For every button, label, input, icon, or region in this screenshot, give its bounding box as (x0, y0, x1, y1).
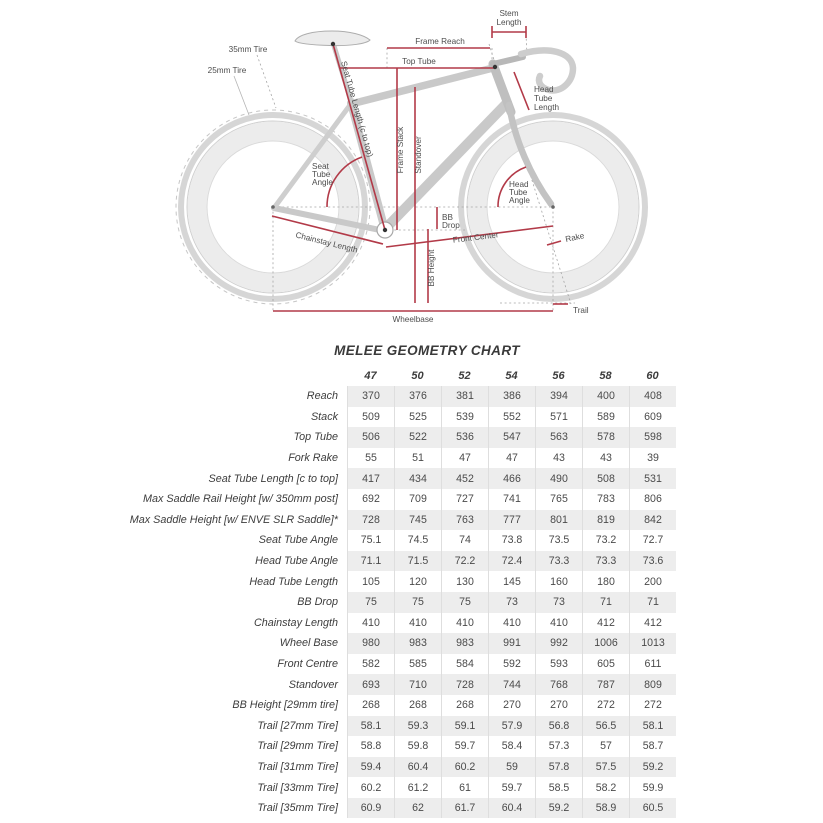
value-cell: 692 (347, 489, 394, 510)
value-cell: 75 (441, 592, 488, 613)
table-row (107, 716, 676, 737)
size-header-60: 60 (646, 370, 659, 382)
frame-reach-label: Frame Reach (415, 37, 465, 46)
value-cell: 783 (582, 489, 629, 510)
table-row (107, 695, 676, 716)
value-cell: 1013 (629, 633, 676, 654)
value-cell: 71 (582, 592, 629, 613)
size-header-spacer (107, 366, 347, 386)
seat-tube-angle-label-1: Seat (312, 162, 329, 171)
value-cell: 39 (629, 448, 676, 469)
value-cell: 73.6 (629, 551, 676, 572)
value-cell: 410 (441, 613, 488, 634)
value-cell: 598 (629, 427, 676, 448)
row-label: BB Drop (297, 596, 338, 609)
value-cell: 57.5 (582, 757, 629, 778)
chainstay-length-label: Chainstay Length (294, 230, 359, 255)
value-cell: 727 (441, 489, 488, 510)
value-cell: 62 (394, 798, 441, 819)
size-header-47: 47 (364, 370, 377, 382)
value-cell: 536 (441, 427, 488, 448)
value-cell: 980 (347, 633, 394, 654)
value-cell: 270 (535, 695, 582, 716)
table-row (107, 777, 676, 798)
table-row (107, 510, 676, 531)
value-cell: 552 (488, 407, 535, 428)
value-cell: 160 (535, 571, 582, 592)
size-header-56: 56 (552, 370, 565, 382)
value-cell: 73 (488, 592, 535, 613)
row-label: Trail [27mm Tire] (257, 719, 338, 732)
row-label: Head Tube Angle (255, 555, 338, 568)
value-cell: 585 (394, 654, 441, 675)
value-cell: 819 (582, 510, 629, 531)
value-cell: 200 (629, 571, 676, 592)
page-title: MELEE GEOMETRY CHART (334, 343, 520, 358)
row-label: BB Height [29mm tire] (232, 699, 338, 712)
trail-label: Trail (573, 306, 589, 315)
value-cell: 272 (629, 695, 676, 716)
value-cell: 609 (629, 407, 676, 428)
bb-height-label: BB Height (427, 249, 436, 287)
table-row (107, 613, 676, 634)
rake-label: Rake (564, 231, 586, 244)
value-cell: 73.2 (582, 530, 629, 551)
value-cell: 55 (347, 448, 394, 469)
size-header-52: 52 (458, 370, 471, 382)
table-row (107, 654, 676, 675)
value-cell: 744 (488, 674, 535, 695)
row-label: Trail [29mm Tire] (257, 740, 338, 753)
value-cell: 72.7 (629, 530, 676, 551)
row-label: Trail [35mm Tire] (257, 802, 338, 815)
seat-tube-angle-label-3: Angle (312, 178, 333, 187)
value-cell: 71 (629, 592, 676, 613)
top-tube-label: Top Tube (402, 57, 436, 66)
value-cell: 765 (535, 489, 582, 510)
table-row (107, 489, 676, 510)
row-label: Stack (310, 410, 338, 423)
value-cell: 410 (394, 613, 441, 634)
value-cell: 60.2 (347, 777, 394, 798)
row-label: Top Tube (293, 431, 338, 444)
value-cell: 74.5 (394, 530, 441, 551)
value-cell: 43 (535, 448, 582, 469)
value-cell: 59.7 (441, 736, 488, 757)
value-cell: 983 (394, 633, 441, 654)
value-cell: 130 (441, 571, 488, 592)
value-cell: 983 (441, 633, 488, 654)
value-cell: 466 (488, 468, 535, 489)
value-cell: 59.2 (535, 798, 582, 819)
value-cell: 75.1 (347, 530, 394, 551)
value-cell: 47 (441, 448, 488, 469)
value-cell: 571 (535, 407, 582, 428)
value-cell: 57.3 (535, 736, 582, 757)
table-row (107, 407, 676, 428)
size-header-54: 54 (505, 370, 518, 382)
row-label: Seat Tube Angle (258, 534, 338, 547)
value-cell: 693 (347, 674, 394, 695)
value-cell: 43 (582, 448, 629, 469)
value-cell: 728 (347, 510, 394, 531)
value-cell: 611 (629, 654, 676, 675)
value-cell: 777 (488, 510, 535, 531)
value-cell: 72.2 (441, 551, 488, 572)
value-cell: 61 (441, 777, 488, 798)
value-cell: 145 (488, 571, 535, 592)
tire25-leader-line (234, 76, 249, 115)
row-label: Max Saddle Rail Height [w/ 350mm post] (142, 493, 338, 506)
value-cell: 589 (582, 407, 629, 428)
bb-drop-label-1: BB (442, 213, 453, 222)
value-cell: 59.3 (394, 716, 441, 737)
value-cell: 605 (582, 654, 629, 675)
value-cell: 61.2 (394, 777, 441, 798)
value-cell: 992 (535, 633, 582, 654)
value-cell: 490 (535, 468, 582, 489)
row-label: Fork Rake (288, 452, 338, 465)
size-header-row (107, 366, 676, 386)
value-cell: 59.9 (629, 777, 676, 798)
value-cell: 806 (629, 489, 676, 510)
value-cell: 539 (441, 407, 488, 428)
value-cell: 57 (582, 736, 629, 757)
value-cell: 410 (535, 613, 582, 634)
value-cell: 60.2 (441, 757, 488, 778)
head-tube-length-label-3: Length (534, 103, 560, 112)
value-cell: 59 (488, 757, 535, 778)
value-cell: 417 (347, 468, 394, 489)
row-label: Head Tube Length (249, 575, 338, 588)
value-cell: 58.1 (347, 716, 394, 737)
value-cell: 376 (394, 386, 441, 407)
stem-length-label-2: Length (496, 18, 522, 27)
value-cell: 71.1 (347, 551, 394, 572)
table-row (107, 530, 676, 551)
front-center-label: Front Center (452, 230, 500, 245)
value-cell: 408 (629, 386, 676, 407)
value-cell: 75 (394, 592, 441, 613)
row-label: Trail [31mm Tire] (257, 760, 338, 773)
table-row (107, 757, 676, 778)
bike-geometry-diagram (0, 0, 823, 340)
value-cell: 547 (488, 427, 535, 448)
value-cell: 710 (394, 674, 441, 695)
value-cell: 741 (488, 489, 535, 510)
value-cell: 412 (629, 613, 676, 634)
value-cell: 801 (535, 510, 582, 531)
value-cell: 61.7 (441, 798, 488, 819)
value-cell: 582 (347, 654, 394, 675)
value-cell: 58.2 (582, 777, 629, 798)
value-cell: 73.3 (582, 551, 629, 572)
row-label: Max Saddle Height [w/ ENVE SLR Saddle]* (129, 513, 338, 526)
table-row (107, 386, 676, 407)
tire25-label: 25mm Tire (207, 66, 247, 75)
value-cell: 763 (441, 510, 488, 531)
head-tube-angle-label-3: Angle (509, 196, 530, 205)
value-cell: 991 (488, 633, 535, 654)
value-cell: 58.1 (629, 716, 676, 737)
geometry-table (107, 366, 676, 818)
value-cell: 508 (582, 468, 629, 489)
size-header-50: 50 (411, 370, 424, 382)
value-cell: 59.4 (347, 757, 394, 778)
value-cell: 58.4 (488, 736, 535, 757)
bike-diagram-svg (0, 0, 823, 340)
table-row (107, 448, 676, 469)
value-cell: 584 (441, 654, 488, 675)
head-tube-length-label-1: Head (534, 85, 554, 94)
value-cell: 47 (488, 448, 535, 469)
value-cell: 522 (394, 427, 441, 448)
row-label: Trail [33mm Tire] (257, 781, 338, 794)
value-cell: 58.8 (347, 736, 394, 757)
geometry-table-body (107, 386, 676, 818)
value-cell: 1006 (582, 633, 629, 654)
value-cell: 60.4 (488, 798, 535, 819)
row-label: Front Centre (277, 658, 338, 671)
frame-stack-label: Frame Stack (396, 126, 405, 174)
value-cell: 51 (394, 448, 441, 469)
value-cell: 73.5 (535, 530, 582, 551)
row-label: Chainstay Length (253, 616, 338, 629)
tire35-label: 35mm Tire (228, 45, 268, 54)
value-cell: 768 (535, 674, 582, 695)
value-cell: 592 (488, 654, 535, 675)
size-header-58: 58 (599, 370, 612, 382)
value-cell: 73.8 (488, 530, 535, 551)
row-label: Reach (306, 390, 338, 403)
seat-tube-length-label: Seat Tube Length (c to top) (339, 60, 375, 159)
table-row (107, 551, 676, 572)
value-cell: 563 (535, 427, 582, 448)
table-row (107, 571, 676, 592)
head-tube-angle-label-1: Head (509, 180, 529, 189)
value-cell: 60.4 (394, 757, 441, 778)
value-cell: 59.7 (488, 777, 535, 798)
value-cell: 60.9 (347, 798, 394, 819)
table-row (107, 736, 676, 757)
value-cell: 58.9 (582, 798, 629, 819)
value-cell: 268 (347, 695, 394, 716)
value-cell: 531 (629, 468, 676, 489)
value-cell: 59.8 (394, 736, 441, 757)
value-cell: 57.8 (535, 757, 582, 778)
value-cell: 75 (347, 592, 394, 613)
value-cell: 272 (582, 695, 629, 716)
value-cell: 57.9 (488, 716, 535, 737)
value-cell: 412 (582, 613, 629, 634)
value-cell: 593 (535, 654, 582, 675)
bb-drop-label-2: Drop (442, 221, 460, 230)
value-cell: 270 (488, 695, 535, 716)
value-cell: 506 (347, 427, 394, 448)
value-cell: 410 (488, 613, 535, 634)
table-row (107, 633, 676, 654)
row-label: Standover (288, 678, 338, 691)
value-cell: 73.3 (535, 551, 582, 572)
value-cell: 434 (394, 468, 441, 489)
head-tube-angle-label-2: Tube (509, 188, 528, 197)
value-cell: 578 (582, 427, 629, 448)
value-cell: 58.7 (629, 736, 676, 757)
stem-length-label-1: Stem (499, 9, 519, 18)
value-cell: 370 (347, 386, 394, 407)
wheelbase-label: Wheelbase (392, 315, 434, 324)
value-cell: 180 (582, 571, 629, 592)
value-cell: 60.5 (629, 798, 676, 819)
value-cell: 73 (535, 592, 582, 613)
value-cell: 809 (629, 674, 676, 695)
value-cell: 728 (441, 674, 488, 695)
seat-tube-angle-label-2: Tube (312, 170, 331, 179)
value-cell: 745 (394, 510, 441, 531)
value-cell: 120 (394, 571, 441, 592)
table-row (107, 427, 676, 448)
value-cell: 56.8 (535, 716, 582, 737)
value-cell: 105 (347, 571, 394, 592)
standover-label: Standover (414, 136, 423, 174)
value-cell: 71.5 (394, 551, 441, 572)
value-cell: 381 (441, 386, 488, 407)
value-cell: 709 (394, 489, 441, 510)
value-cell: 58.5 (535, 777, 582, 798)
value-cell: 842 (629, 510, 676, 531)
value-cell: 394 (535, 386, 582, 407)
row-label: Wheel Base (279, 637, 338, 650)
value-cell: 509 (347, 407, 394, 428)
row-label: Seat Tube Length [c to top] (208, 472, 338, 485)
value-cell: 400 (582, 386, 629, 407)
value-cell: 72.4 (488, 551, 535, 572)
value-cell: 410 (347, 613, 394, 634)
value-cell: 787 (582, 674, 629, 695)
value-cell: 59.1 (441, 716, 488, 737)
head-tube-length-label-2: Tube (534, 94, 553, 103)
value-cell: 268 (394, 695, 441, 716)
value-cell: 386 (488, 386, 535, 407)
value-cell: 525 (394, 407, 441, 428)
table-row (107, 468, 676, 489)
table-row (107, 674, 676, 695)
value-cell: 74 (441, 530, 488, 551)
value-cell: 268 (441, 695, 488, 716)
table-row (107, 592, 676, 613)
table-row (107, 798, 676, 819)
value-cell: 56.5 (582, 716, 629, 737)
value-cell: 59.2 (629, 757, 676, 778)
value-cell: 452 (441, 468, 488, 489)
